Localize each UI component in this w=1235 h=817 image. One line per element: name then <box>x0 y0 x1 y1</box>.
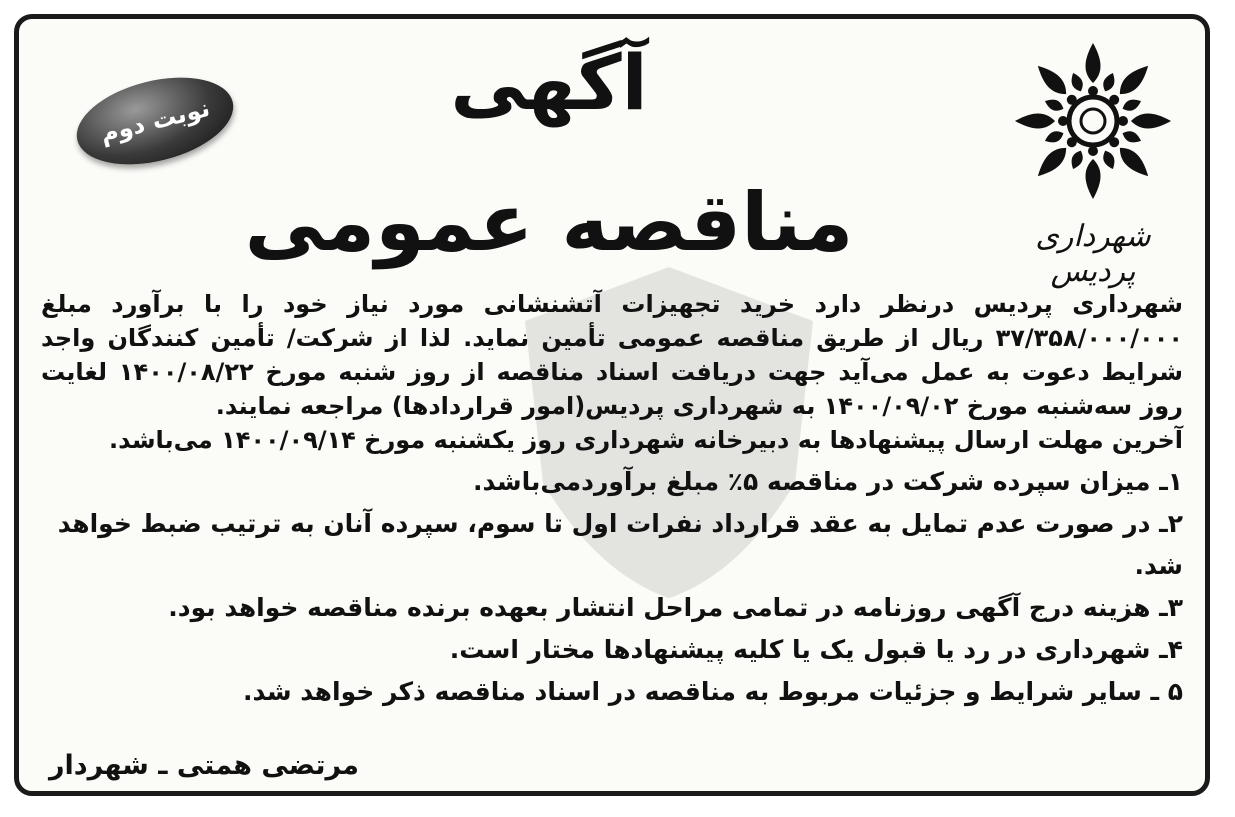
badge-label: نوبت دوم <box>97 93 213 149</box>
intro-paragraph: شهرداری پردیس درنظر دارد خرید تجهیزات آتشنشانی مورد نیاز خود را با برآورد مبلغ ۳۷/۳۵۸/۰۰۰/۰۰۰ ریال از طریق مناقصه عمومی تأمین نماید. لذا از شرکت/ تأمین کنندگان واجد شرایط دعوت به عمل می‌آید جهت دریافت اسناد مناقصه از روز شنبه مورخ ۱۴۰۰/۰۸/۲۲ لغایت روز سه‌شنبه مورخ ۱۴۰۰/۰۹/۰۲ به شهرداری پردیس(امور قراردادها) مراجعه نمایند. <box>41 290 1184 420</box>
notice-subtitle: مناقصه عمومی <box>244 176 854 269</box>
condition-item: ۳ـ هزینه درج آگهی روزنامه در تمامی مراحل انتشار بعهده برنده مناقصه خواهد بود. <box>168 593 1183 622</box>
flower-emblem-icon <box>1013 41 1173 201</box>
deadline-paragraph: آخرین مهلت ارسال پیشنهادها به دبیرخانه شهرداری روز یکشنبه مورخ ۱۴۰۰/۰۹/۱۴ می‌باشد. <box>108 426 1183 454</box>
condition-item: ۵ ـ سایر شرایط و جزئیات مربوط به مناقصه در اسناد مناقصه ذکر خواهد شد. <box>243 677 1183 706</box>
logo-caption: شهرداری پردیس <box>1035 219 1151 289</box>
notice-frame <box>14 14 1210 796</box>
conditions-list <box>41 461 1183 713</box>
municipality-logo <box>1003 41 1183 291</box>
condition-item: ۲ـ در صورت عدم تمایل به عقد قرارداد نفرات اول تا سوم، سپرده آنان به ترتیب ضبط خواهد شد. <box>57 509 1183 580</box>
condition-item: ۴ـ شهرداری در رد یا قبول یک یا کلیه پیشنهادها مختار است. <box>449 635 1183 664</box>
second-publication-badge <box>68 63 243 179</box>
mayor-signature: مرتضی همتی ـ شهردار <box>49 750 359 781</box>
condition-item: ۱ـ میزان سپرده شرکت در مناقصه ۵٪ مبلغ برآوردمی‌باشد. <box>473 467 1183 496</box>
notice-title: آگهی <box>450 38 648 127</box>
notice-body <box>41 287 1183 713</box>
